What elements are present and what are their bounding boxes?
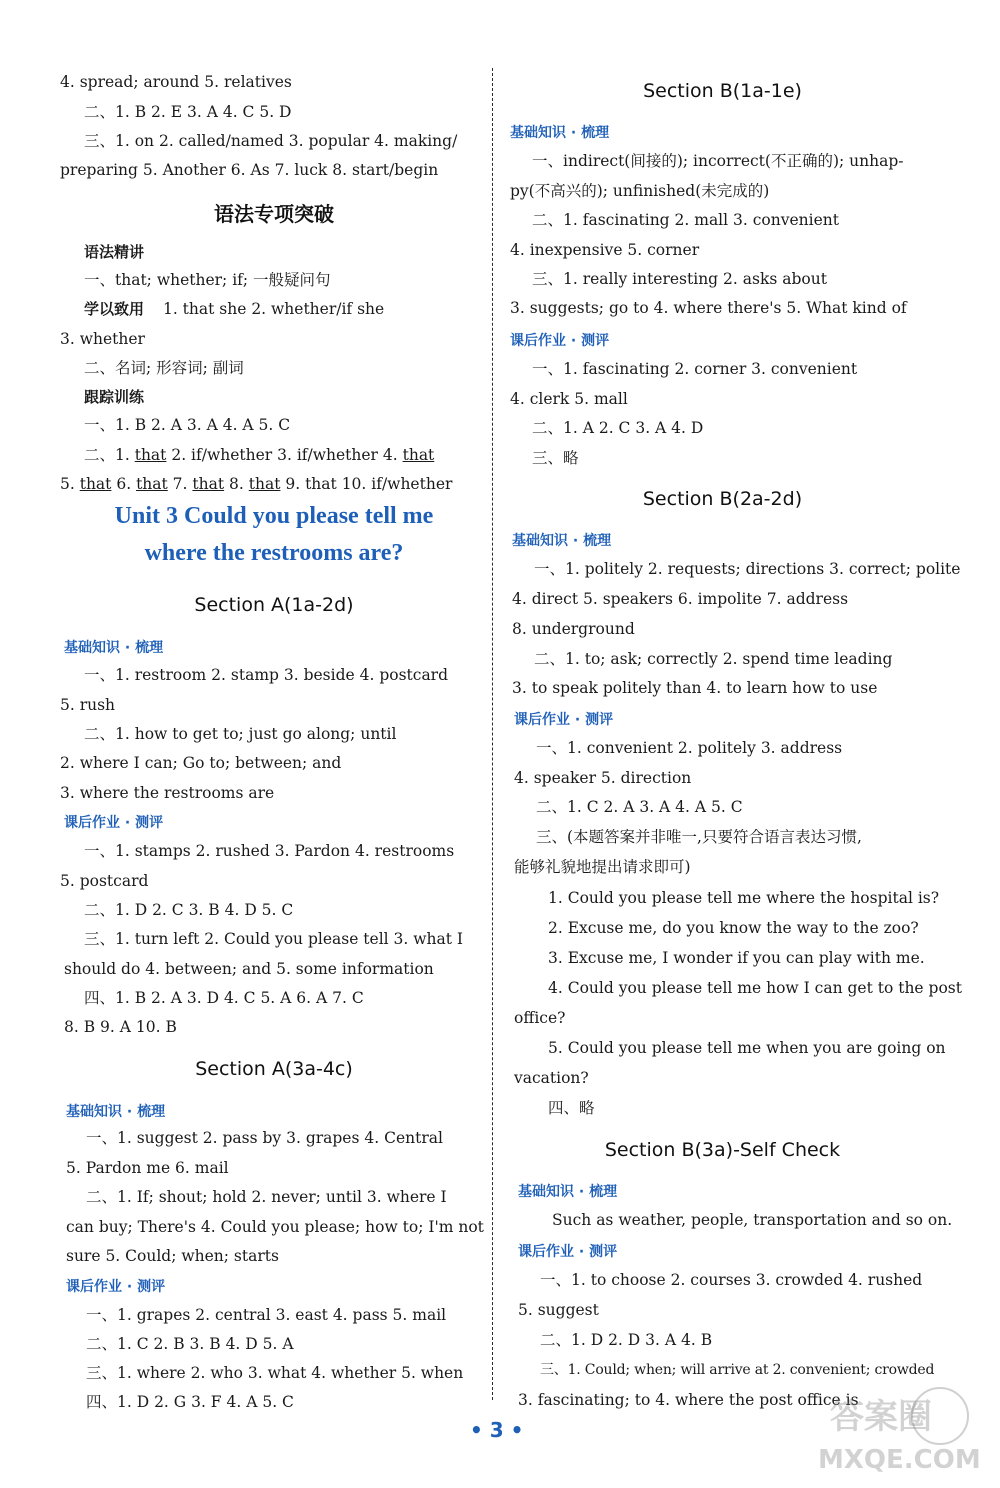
answer-line: 4. spread; around 5. relatives — [60, 73, 292, 91]
category-label: 课后作业 · 测评 — [64, 815, 164, 831]
answer-line: 三、1. on 2. called/named 3. popular 4. making/ — [84, 132, 458, 150]
answer-line: sure 5. Could; when; starts — [66, 1247, 279, 1265]
answer-line: 4. Could you please tell me how I can get to the post — [548, 979, 962, 997]
answer-line: office? — [514, 1009, 566, 1027]
category-label: 课后作业 · 测评 — [66, 1279, 166, 1295]
answer-line: 一、that; whether; if; 一般疑问句 — [84, 271, 331, 289]
category-label: 课后作业 · 测评 — [510, 333, 610, 349]
answer-line: 四、1. D 2. G 3. F 4. A 5. C — [86, 1393, 294, 1411]
answer-line: 1. Could you please tell me where the hospital is? — [548, 889, 940, 907]
answer-line: 5. Pardon me 6. mail — [66, 1159, 229, 1177]
answer-line: 2. Excuse me, do you know the way to the zoo? — [548, 919, 919, 937]
answer-line: 二、1. D 2. D 3. A 4. B — [540, 1331, 713, 1349]
answer-line: 四、1. B 2. A 3. D 4. C 5. A 6. A 7. C — [84, 989, 364, 1007]
answer-line: 三、1. turn left 2. Could you please tell 3. what I — [84, 930, 464, 948]
answer-line: can buy; There's 4. Could you please; how to; I'm not — [66, 1218, 484, 1236]
section-heading: Section B(1a-1e) — [643, 80, 802, 102]
answer-line: 5. Could you please tell me when you are going on — [548, 1039, 946, 1057]
answer-text: 5. — [60, 475, 80, 493]
answer-line: Such as weather, people, transportation and so on. — [552, 1211, 953, 1229]
underlined-answer: that — [134, 446, 167, 464]
category-label: 基础知识 · 梳理 — [512, 533, 612, 549]
answer-line: 3. suggests; go to 4. where there's 5. What kind of — [510, 299, 907, 317]
grammar-subheading: 跟踪训练 — [84, 388, 145, 406]
answer-line: 一、1. stamps 2. rushed 3. Pardon 4. restrooms — [84, 842, 455, 860]
page-number: • 3 • — [470, 1418, 524, 1442]
answer-line: 3. Excuse me, I wonder if you can play with me. — [548, 949, 925, 967]
answer-text: 6. — [111, 475, 137, 493]
answer-line: 二、1. to; ask; correctly 2. spend time leading — [534, 650, 893, 668]
answer-line: 8. underground — [512, 620, 635, 638]
answer-line: 一、1. to choose 2. courses 3. crowded 4. rushed — [540, 1271, 923, 1289]
answer-line: 2. where I can; Go to; between; and — [60, 754, 342, 772]
answer-line: 8. B 9. A 10. B — [64, 1018, 177, 1036]
answer-line: 5. rush — [60, 696, 116, 714]
answer-line: 一、1. suggest 2. pass by 3. grapes 4. Central — [86, 1129, 443, 1147]
underlined-answer: that — [79, 475, 112, 493]
answer-line — [84, 445, 434, 465]
answer-line: 二、1. If; shout; hold 2. never; until 3. where I — [86, 1188, 447, 1206]
answer-line: 二、1. C 2. A 3. A 4. A 5. C — [536, 798, 743, 816]
grammar-subheading: 学以致用 — [84, 300, 145, 318]
underlined-answer: that — [136, 475, 168, 493]
answer-line: 5. suggest — [518, 1301, 599, 1319]
answer-line: py(不高兴的); unfinished(未完成的) — [510, 182, 770, 200]
answer-line: 4. speaker 5. direction — [514, 769, 692, 787]
answer-line: should do 4. between; and 5. some information — [64, 960, 434, 978]
underlined-answer: that — [248, 475, 281, 493]
answer-line: 二、名词; 形容词; 副词 — [84, 359, 244, 377]
answer-text: 8. — [224, 475, 249, 493]
grammar-subheading: 语法精讲 — [84, 243, 145, 261]
answer-line: 一、1. fascinating 2. corner 3. convenient — [532, 360, 858, 378]
unit-title-line-1: Unit 3 Could you please tell me — [114, 503, 434, 529]
answer-line: 3. to speak politely than 4. to learn how to use — [512, 679, 878, 697]
answer-line: 3. whether — [60, 330, 145, 348]
answer-line: 二、1. B 2. E 3. A 4. C 5. D — [84, 103, 292, 121]
grammar-section-title: 语法专项突破 — [214, 202, 334, 226]
category-label: 课后作业 · 测评 — [518, 1244, 618, 1260]
answer-text: 9. that 10. if/whether — [280, 475, 453, 493]
answer-line: 一、1. B 2. A 3. A 4. A 5. C — [84, 416, 291, 434]
answer-line: 3. where the restrooms are — [60, 784, 275, 802]
answer-line: 二、1. D 2. C 3. B 4. D 5. C — [84, 901, 294, 919]
unit-title-line-2: where the restrooms are? — [144, 540, 404, 566]
category-label: 基础知识 · 梳理 — [510, 125, 610, 141]
answer-line: 3. fascinating; to 4. where the post office is — [518, 1391, 859, 1409]
answer-line: 一、1. restroom 2. stamp 3. beside 4. postcard — [84, 666, 449, 684]
section-heading: Section B(2a-2d) — [642, 488, 803, 510]
category-label: 基础知识 · 梳理 — [66, 1104, 166, 1120]
answer-line: vacation? — [514, 1069, 589, 1087]
answer-line — [60, 474, 452, 494]
answer-line: 一、1. convenient 2. politely 3. address — [536, 739, 843, 757]
answer-text: 1. that she 2. whether/if she — [162, 300, 385, 318]
watermark-chars: 答案圈 — [830, 1397, 932, 1437]
answer-line — [84, 299, 384, 319]
underlined-answer: that — [192, 475, 225, 493]
answer-line: 三、(本题答案并非唯一,只要符合语言表达习惯, — [536, 828, 862, 846]
section-heading: Section B(3a)-Self Check — [604, 1139, 841, 1161]
answer-line: 一、1. politely 2. requests; directions 3. correct; polite — [534, 560, 961, 578]
answer-line: 4. clerk 5. mall — [510, 390, 628, 408]
section-heading: Section A(3a-4c) — [195, 1058, 353, 1080]
answer-line: 二、1. fascinating 2. mall 3. convenient — [532, 211, 839, 229]
column-divider — [492, 68, 493, 1400]
answer-line: 二、1. C 2. B 3. B 4. D 5. A — [86, 1335, 294, 1353]
category-label: 基础知识 · 梳理 — [64, 640, 164, 656]
category-label: 课后作业 · 测评 — [514, 712, 614, 728]
answer-line: 一、indirect(间接的); incorrect(不正确的); unhap- — [532, 152, 904, 170]
answer-line: 4. inexpensive 5. corner — [510, 241, 700, 259]
answer-line: 三、1. really interesting 2. asks about — [532, 270, 827, 288]
answer-line: 二、1. how to get to; just go along; until — [84, 725, 397, 743]
answer-line: 四、略 — [548, 1099, 595, 1117]
answer-line: 三、略 — [532, 449, 579, 467]
section-heading: Section A(1a-2d) — [194, 594, 354, 616]
category-label: 基础知识 · 梳理 — [518, 1184, 618, 1200]
answer-line: 4. direct 5. speakers 6. impolite 7. address — [512, 590, 849, 608]
answer-text: 二、1. — [84, 446, 135, 464]
underlined-answer: that — [402, 446, 435, 464]
answer-line: preparing 5. Another 6. As 7. luck 8. start/begin — [60, 161, 439, 179]
answer-text: 7. — [167, 475, 193, 493]
answer-line: 5. postcard — [60, 872, 149, 890]
watermark-logo — [790, 1376, 990, 1476]
answer-line: 一、1. grapes 2. central 3. east 4. pass 5. mail — [86, 1306, 447, 1324]
answer-line: 二、1. A 2. C 3. A 4. D — [532, 419, 704, 437]
answer-line: 能够礼貌地提出请求即可) — [514, 858, 691, 876]
watermark-site: MXQE.COM — [818, 1445, 981, 1475]
answer-line: 三、1. Could; when; will arrive at 2. convenient; crowded — [540, 1362, 935, 1378]
answer-text: 2. if/whether 3. if/whether 4. — [166, 446, 403, 464]
answer-line: 三、1. where 2. who 3. what 4. whether 5. when — [86, 1364, 464, 1382]
